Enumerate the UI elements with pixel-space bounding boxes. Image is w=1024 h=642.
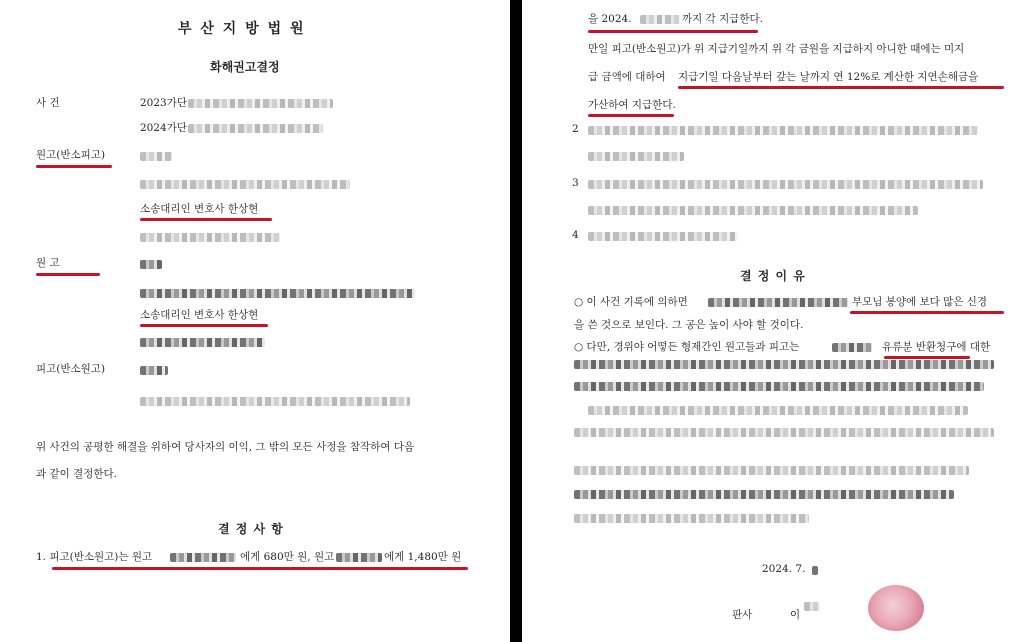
intro-line-1: 위 사건의 공평한 해결을 위하여 당사자의 이익, 그 밖의 모든 사정을 참작하여 다음 (36, 441, 415, 453)
item-number-2: 2 (572, 123, 579, 135)
line-1-b: 까지 각 지급한다. (682, 13, 764, 25)
case-number-1: 2023가단 (140, 97, 188, 109)
highlight-underline (588, 30, 758, 33)
item-number-4: 4 (572, 229, 579, 241)
item-1-prefix: 1. 피고(반소원고)는 원고 (36, 551, 153, 563)
court-name: 부 산 지 방 법 원 (178, 21, 306, 37)
line-1-a: 을 2024. (588, 13, 632, 25)
judge-label: 판사 (732, 609, 753, 621)
line-3-a: 급 금액에 대하여 (588, 71, 666, 83)
redacted-name (140, 152, 172, 161)
highlight-underline (140, 324, 268, 327)
decision-items-title: 결 정 사 항 (218, 522, 284, 536)
redacted-address (140, 180, 350, 189)
redacted-text (574, 382, 984, 391)
document-page-right (522, 0, 1024, 642)
line-2: 만일 피고(반소원고)가 위 지급기일까지 위 각 금원을 지급하지 아니한 때에는 미지 (588, 43, 965, 55)
counsel-2: 소송대리인 변호사 한상현 (140, 309, 259, 321)
redacted-text (588, 126, 978, 135)
redacted-text (574, 360, 994, 369)
redacted-name (140, 260, 162, 269)
redacted-text (574, 514, 809, 523)
redacted-text (574, 490, 954, 499)
redacted-name (170, 553, 236, 562)
redacted-case-2 (188, 124, 323, 133)
redacted-name (336, 553, 382, 562)
redacted-name (140, 366, 168, 375)
reason-2-b: 유류분 반환청구에 대한 (882, 341, 991, 353)
redacted-name (804, 602, 820, 611)
redacted-text (588, 206, 918, 215)
item-1-end: 에게 1,480만 원 (384, 551, 462, 563)
redacted-text (832, 343, 872, 352)
plaintiff-label: 원 고 (36, 257, 60, 269)
item-1-mid: 에게 680만 원, 원고 (240, 551, 335, 563)
decision-title: 화해권고결정 (210, 60, 280, 74)
redacted-address (140, 289, 415, 298)
line-4: 가산하여 지급한다. (588, 99, 676, 111)
case-number-2: 2024가단 (140, 122, 188, 134)
defendant-counter-plaintiff-label: 피고(반소원고) (36, 363, 106, 375)
highlight-underline (140, 218, 272, 221)
document-page-left (0, 0, 510, 642)
redacted-case-1 (188, 99, 333, 108)
reason-title: 결 정 이 유 (740, 269, 806, 283)
redacted-text (588, 180, 983, 189)
decision-date: 2024. 7. (762, 563, 806, 575)
highlight-underline (36, 273, 100, 276)
reason-1-c: 을 쓴 것으로 보인다. 그 공은 높이 사야 할 것이다. (574, 319, 804, 331)
highlight-underline (36, 165, 112, 168)
item-number-3: 3 (572, 177, 579, 189)
reason-1-a: ○ 이 사건 기록에 의하면 (574, 296, 688, 308)
case-label: 사 건 (36, 97, 60, 109)
redacted-text (708, 298, 848, 307)
redacted-date (640, 15, 680, 24)
judge-name: 이 (790, 609, 801, 621)
redacted-address (140, 397, 410, 406)
highlight-underline (52, 567, 468, 570)
highlight-underline (850, 311, 1004, 314)
redacted-address (140, 233, 280, 242)
court-seal (868, 585, 924, 631)
redacted-text (588, 406, 968, 415)
highlight-underline (884, 356, 970, 359)
redacted-text (588, 232, 738, 241)
highlight-underline (678, 86, 1004, 89)
counsel-1: 소송대리인 변호사 한상현 (140, 203, 259, 215)
reason-1-b: 부모님 봉양에 보다 많은 신경 (852, 296, 988, 308)
redacted-text (574, 466, 969, 475)
highlight-underline (588, 114, 674, 117)
plaintiff-counter-defendant-label: 원고(반소피고) (36, 149, 106, 161)
redacted-address (140, 338, 265, 347)
intro-line-2: 과 같이 결정한다. (36, 468, 118, 480)
redacted-text (574, 428, 994, 437)
line-3-b: 지급기일 다음날부터 갚는 날까지 연 12%로 계산한 지연손해금을 (678, 71, 979, 83)
reason-2-a: ○ 다만, 경위야 어떻든 형제간인 원고들과 피고는 (574, 341, 800, 353)
redacted-day (812, 566, 818, 575)
redacted-text (588, 152, 684, 161)
page-divider (510, 0, 522, 642)
